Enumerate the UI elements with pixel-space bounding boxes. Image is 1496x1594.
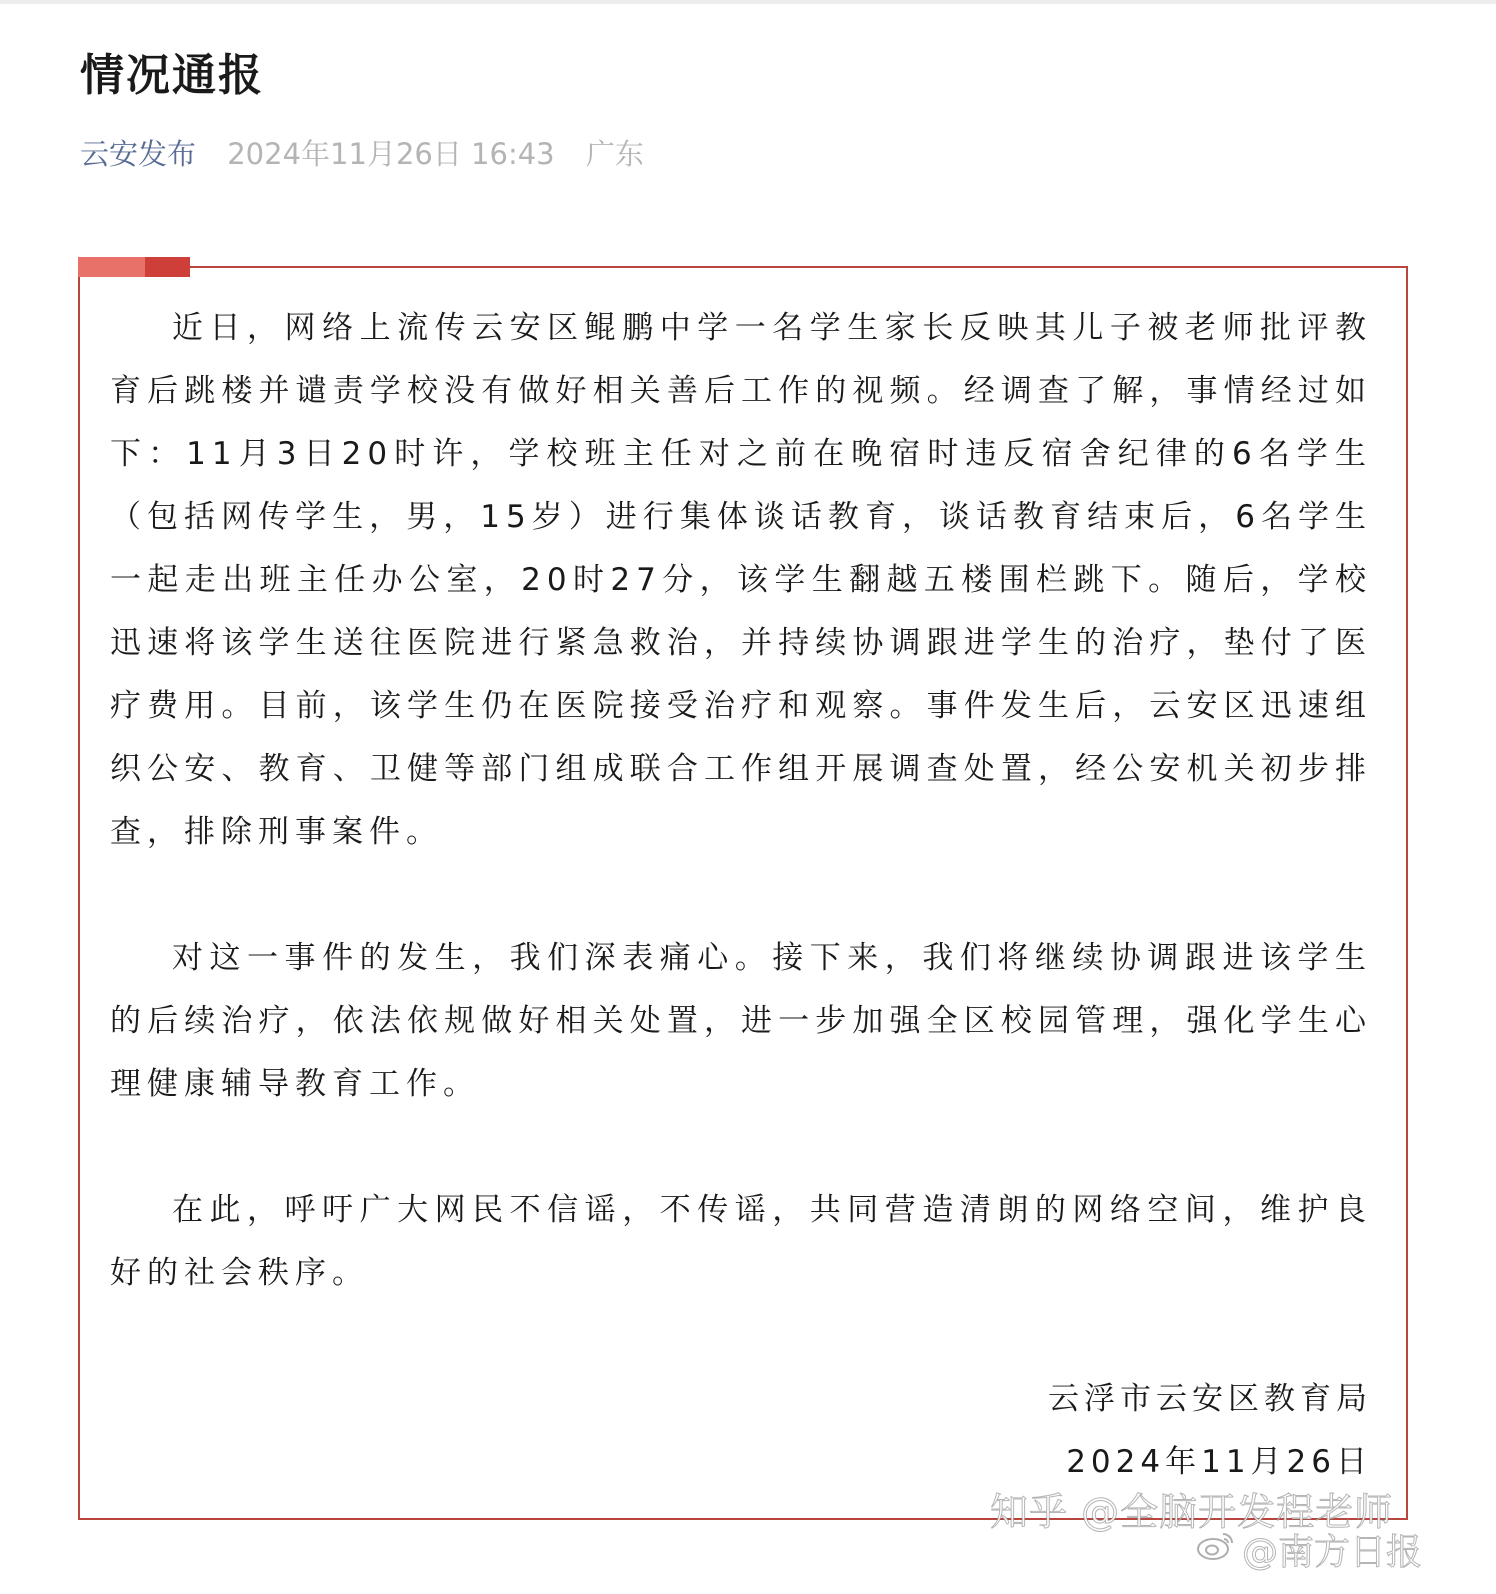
publish-region: 广东 [585, 137, 644, 171]
paragraph-1: 近日，网络上流传云安区鲲鹏中学一名学生家长反映其儿子被老师批评教育后跳楼并谴责学校没有做好相关善后工作的视频。经调查了解，事情经过如下：11月3日20时许，学校班主任对之前在晚宿时违反宿舍纪律的6名学生（包括网传学生，男，15岁）进行集体谈话教育，谈话教育结束后，6名学生一起走出班主任办公室，20时27分，该学生翻越五楼围栏跳下。随后，学校迅速将该学生送往医院进行紧急救治，并持续协调跟进学生的治疗，垫付了医疗费用。目前，该学生仍在医院接受治疗和观察。事件发生后，云安区迅速组织公安、教育、卫健等部门组成联合工作组开展调查处置，经公安机关初步排查，排除刑事案件。 [110, 310, 1372, 850]
weibo-watermark: @南方日报 [1242, 1532, 1423, 1573]
signature-date: 2024年11月26日 [1066, 1444, 1372, 1480]
weibo-icon [1196, 1528, 1236, 1562]
frame-accent-tab [78, 257, 190, 277]
article-meta [80, 132, 644, 176]
top-divider [0, 0, 1496, 4]
article-title: 情况通报 [80, 50, 264, 101]
notice-body [110, 297, 1372, 1305]
signature-block [1048, 1368, 1372, 1494]
paragraph-3: 在此，呼吁广大网民不信谣，不传谣，共同营造清朗的网络空间，维护良好的社会秩序。 [110, 1192, 1372, 1291]
paragraph-2: 对这一事件的发生，我们深表痛心。接下来，我们将继续协调跟进该学生的后续治疗，依法依规做好相关处置，进一步加强全区校园管理，强化学生心理健康辅导教育工作。 [110, 940, 1372, 1102]
zhihu-watermark: 知乎 @全脑开发程老师 [990, 1490, 1394, 1534]
publish-date: 2024年11月26日 16:43 [227, 137, 555, 171]
source-account-link[interactable]: 云安发布 [80, 137, 197, 171]
signature-organization: 云浮市云安区教育局 [1048, 1381, 1372, 1417]
